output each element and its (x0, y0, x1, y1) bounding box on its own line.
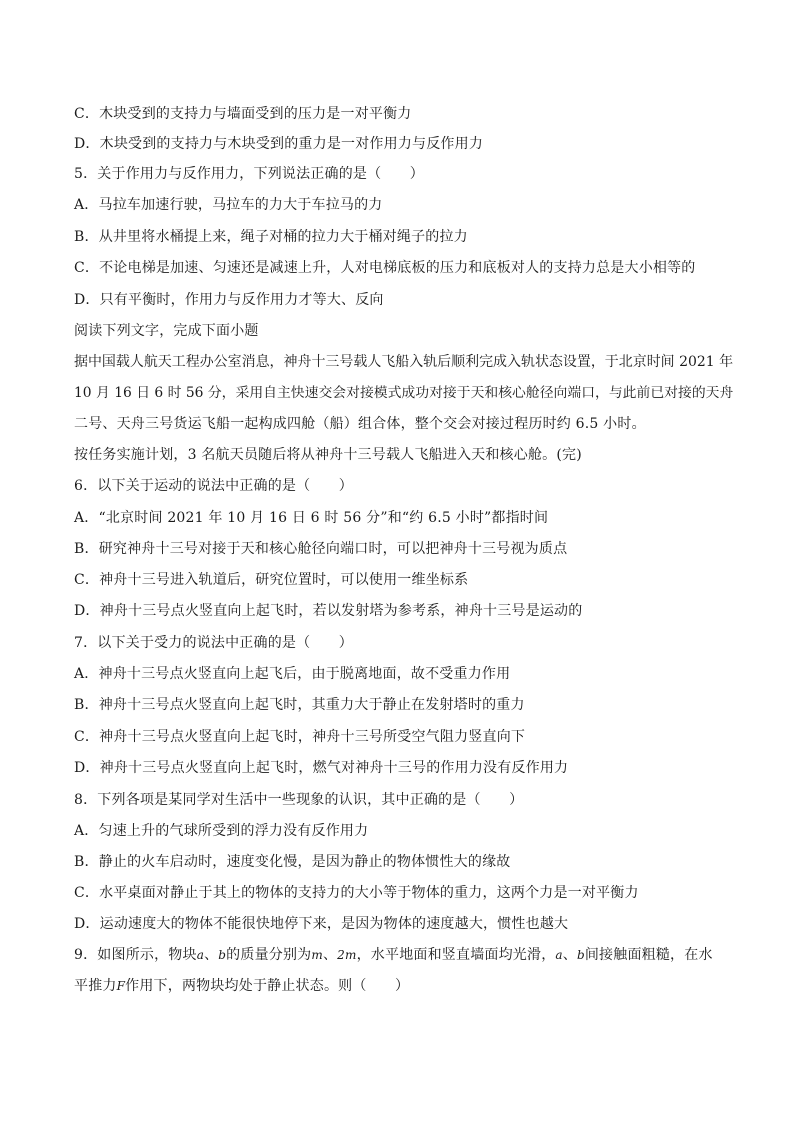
text-fragment: 的质量分别为 (226, 947, 312, 963)
question-6-option-b: B．研究神舟十三号对接于天和核心舱径向端口时，可以把神舟十三号视为质点 (74, 541, 568, 557)
reading-passage-line: 10 月 16 日 6 时 56 分，采用自主快速交会对接模式成功对接于天和核心舱径向端口，与此前已对接的天舟 (74, 385, 734, 401)
question-9-stem-line-1 (74, 945, 734, 965)
question-6-option-d: D．神舟十三号点火竖直向上起飞时，若以发射塔为参考系，神舟十三号是运动的 (74, 603, 583, 619)
question-8-option-a: A．匀速上升的气球所受到的浮力没有反作用力 (74, 823, 369, 839)
question-7-option-a: A．神舟十三号点火竖直向上起飞后，由于脱离地面，故不受重力作用 (74, 666, 511, 682)
reading-passage-line: 二号、天舟三号货运飞船一起构成四舱（船）组合体，整个交会对接过程历时约 6.5 小时。 (74, 416, 646, 432)
question-7-stem: 7．以下关于受力的说法中正确的是（ ） (74, 635, 353, 651)
question-5-option-b: B．从井里将水桶提上来，绳子对桶的拉力大于桶对绳子的拉力 (74, 229, 468, 245)
question-5-stem: 5．关于作用力与反作用力，下列说法正确的是（ ） (74, 166, 424, 182)
question-6-option-c: C．神舟十三号进入轨道后，研究位置时，可以使用一维坐标系 (74, 572, 469, 588)
question-5-option-d: D．只有平衡时，作用力与反作用力才等大、反向 (74, 292, 384, 308)
question-8-option-d: D．运动速度大的物体不能很快地停下来，是因为物体的速度越大，惯性也越大 (74, 916, 569, 932)
text-fragment: 平推力 (74, 978, 117, 994)
question-6-stem: 6．以下关于运动的说法中正确的是（ ） (74, 478, 353, 494)
text-line: C．木块受到的支持力与墙面受到的压力是一对平衡力 (74, 106, 412, 122)
question-5-option-a: A．马拉车加速行驶，马拉车的力大于车拉马的力 (74, 197, 383, 213)
reading-instruction: 阅读下列文字，完成下面小题 (74, 323, 259, 339)
text-fragment: 、 (322, 947, 338, 963)
variable-a: a (196, 948, 205, 962)
reading-passage-line: 据中国载人航天工程办公室消息，神舟十三号载人飞船入轨后顺利完成入轨状态设置，于北京时间 2021 年 (74, 354, 734, 370)
question-7-option-c: C．神舟十三号点火竖直向上起飞时，神舟十三号所受空气阻力竖直向下 (74, 729, 526, 745)
variable-a: a (555, 948, 563, 962)
variable-b: b (576, 948, 585, 962)
variable-b: b (218, 948, 227, 962)
question-8-option-c: C．水平桌面对静止于其上的物体的支持力的大小等于物体的重力，这两个力是一对平衡力 (74, 885, 639, 901)
reading-passage-line: 按任务实施计划，3 名航天员随后将从神舟十三号载人飞船进入天和核心舱。(完) (74, 447, 582, 463)
question-8-stem: 8．下列各项是某同学对生活中一些现象的认识，其中正确的是（ ） (74, 792, 524, 808)
question-8-option-b: B．静止的火车启动时，速度变化慢，是因为静止的物体惯性大的缘故 (74, 854, 511, 870)
text-fragment: 、 (562, 947, 577, 963)
text-fragment: 作用下，两物块均处于静止状态。则（ ） (125, 978, 410, 994)
text-fragment: 、 (204, 947, 219, 963)
text-line: D．木块受到的支持力与木块受到的重力是一对作用力与反作用力 (74, 136, 484, 152)
question-6-option-a: A．“北京时间 2021 年 10 月 16 日 6 时 56 分”和“约 6.5 小时”都指时间 (74, 510, 549, 526)
question-7-option-d: D．神舟十三号点火竖直向上起飞时，燃气对神舟十三号的作用力没有反作用力 (74, 760, 569, 776)
question-9-stem-line-2 (74, 976, 734, 996)
question-7-option-b: B．神舟十三号点火竖直向上起飞时，其重力大于静止在发射塔时的重力 (74, 697, 525, 713)
text-fragment: 间接触面粗糙，在水 (584, 947, 713, 963)
variable-2m: 2m (337, 948, 357, 962)
question-5-option-c: C．不论电梯是加速、匀速还是减速上升，人对电梯底板的压力和底板对人的支持力总是大小相等的 (74, 260, 696, 276)
variable-m: m (311, 948, 323, 962)
variable-f: F (116, 979, 126, 993)
text-fragment: ，水平地面和竖直墙面均光滑， (356, 947, 556, 963)
text-fragment: 9．如图所示，物块 (74, 947, 197, 963)
